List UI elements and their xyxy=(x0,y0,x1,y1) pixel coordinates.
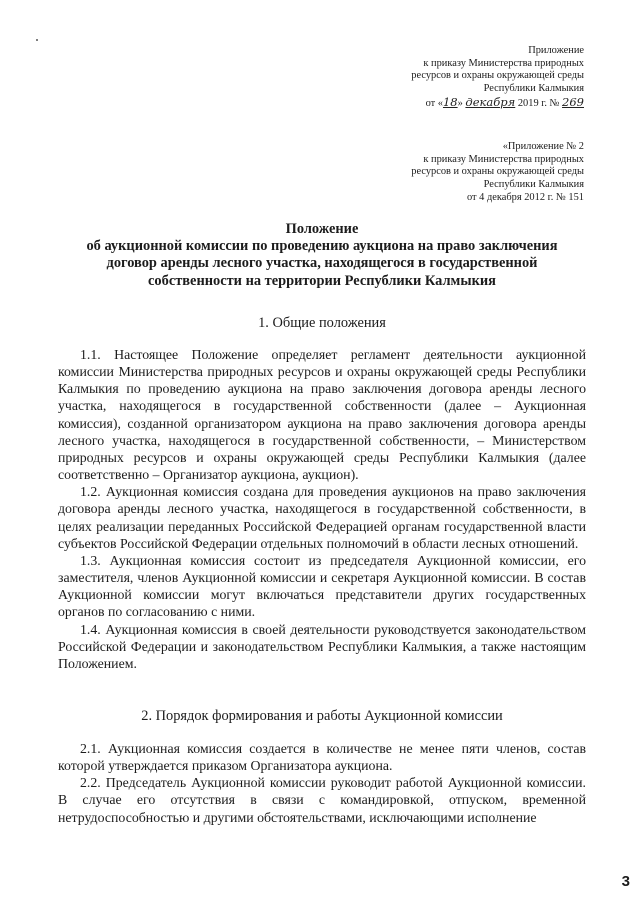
appendix-line: ресурсов и охраны окружающей среды xyxy=(411,70,584,82)
appendix-header-original-order xyxy=(411,141,584,205)
handwritten-day: 18 xyxy=(442,94,458,109)
paragraph: 2.1. Аукционная комиссия создается в количестве не менее пяти членов, состав которой утверждается приказом Организатора аукциона. xyxy=(58,741,586,774)
date-suffix: 2019 г. № xyxy=(517,97,560,109)
paragraph: 1.4. Аукционная комиссия в своей деятельности руководствуется законодательством Российской Федерации и законодательством Республики Калмыкия, а также настоящим Положением. xyxy=(58,621,586,671)
date-prefix: от « xyxy=(425,97,443,109)
title-line: об аукционной комиссии по проведению аукциона на право заключения xyxy=(86,238,558,255)
paragraph: 2.2. Председатель Аукционной комиссии руководит работой Аукционной комиссии. В случае его отсутствия в связи с командировкой, отпуском, временной нетрудоспособностью и другими обстоятельствами, исключающими исполнение xyxy=(58,775,586,825)
appendix-line: ресурсов и охраны окружающей среды xyxy=(411,166,584,178)
paragraph: 1.1. Настоящее Положение определяет регламент деятельности аукционной комиссии Министерства природных ресурсов и охраны окружающей среды Республики Калмыкия по проведению аукциона на право заключения договора аренды лесного участка, находящегося в государственной собственности (далее – Аукционная комиссия), созданной организатором аукциона на право заключения договора аренды лесного участка, находящегося в государственной собственности, – Министерством природных ресурсов и охраны окружающей среды Республики Калмыкия (далее соответственно – Организатор аукциона, аукцион). xyxy=(58,347,586,483)
title-line: собственности на территории Республики Калмыкия xyxy=(148,272,496,289)
title-line: Положение xyxy=(285,221,359,237)
section-heading: 2. Порядок формирования и работы Аукционной комиссии xyxy=(141,708,503,724)
appendix-line: «Приложение № 2 xyxy=(502,141,584,152)
scan-speck xyxy=(36,39,38,41)
handwritten-month: декабря xyxy=(465,94,516,109)
date-mid: » xyxy=(457,97,463,109)
paragraph: 1.3. Аукционная комиссия состоит из председателя Аукционной комиссии, его заместителя, членов Аукционной комиссии и секретаря Аукционной комиссии. В состав Аукционной комиссии могут включаться представители других государственных органов по согласованию с ними. xyxy=(58,552,586,620)
appendix-line: от 4 декабря 2012 г. № 151 xyxy=(466,191,584,203)
appendix-line: к приказу Министерства природных xyxy=(423,57,584,69)
appendix-header-current-order xyxy=(411,45,584,111)
appendix-line: Республики Калмыкия xyxy=(483,179,584,191)
appendix-date-line xyxy=(411,96,584,111)
appendix-line: к приказу Министерства природных xyxy=(423,153,584,165)
section-body xyxy=(58,346,586,672)
paragraph: 1.2. Аукционная комиссия создана для проведения аукционов на право заключения договора аренды лесного участка, находящегося в государственной собственности, в целях реализации переданных Российской Федерацией органам государственной власти субъектов Российской Федерации отдельных полномочий в области лесных отношений. xyxy=(58,484,586,551)
appendix-line: Приложение xyxy=(528,45,584,56)
title-line: договор аренды лесного участка, находящегося в государственной xyxy=(106,255,538,272)
appendix-line: Республики Калмыкия xyxy=(483,83,584,95)
section-body xyxy=(58,740,586,826)
document-title xyxy=(58,221,586,290)
section-heading: 1. Общие положения xyxy=(258,315,386,331)
page-number: 3 xyxy=(621,873,630,890)
handwritten-number: 269 xyxy=(562,94,584,109)
